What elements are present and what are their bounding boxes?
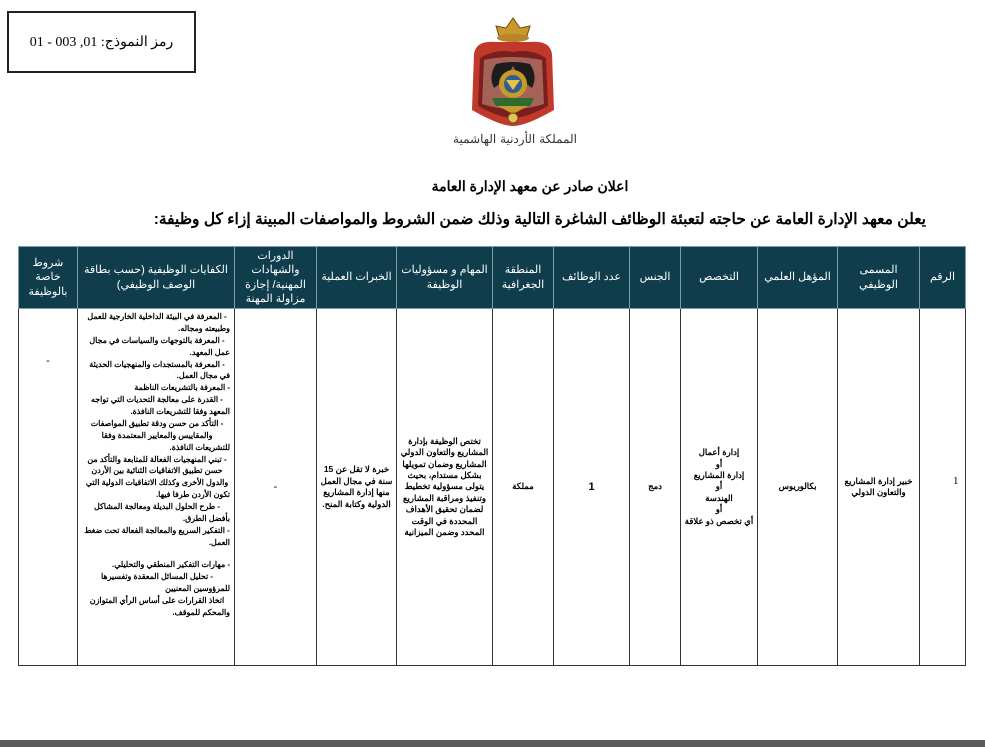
column-header-specialization: التخصص — [681, 247, 758, 309]
cell-job-title: خبير إدارة المشاريع والتعاون الدولي — [838, 309, 920, 666]
table-header-row — [19, 247, 966, 309]
competency-item: - تبني المنهجيات الفعالة للمتابعة والتأكد من حسن تطبيق الاتفاقيات الثنائية بين الأردن والدول الأخرى وكذلك الاتفاقيات الدولية التي تكون الأردن طرفا فيها. — [85, 454, 230, 500]
column-header-experience: الخبرات العملية — [317, 247, 397, 309]
column-header-qualification: المؤهل العلمي — [758, 247, 838, 309]
column-header-special-conditions: شروط خاصة بالوظيفة — [19, 247, 78, 309]
competency-item: - التأكد من حسن ودقة تطبيق المواصفات والمقاييس والمعايير المعتمدة وفقا للتشريعات النافذة. — [90, 418, 230, 452]
competency-item: - المعرفة في البيئة الداخلية الخارجية للعمل وطبيعته ومجاله. — [87, 312, 230, 334]
cell-courses: - — [235, 309, 317, 666]
form-code-text: رمز النموذج: 01, 003 - 01 — [29, 34, 174, 50]
form-code-box — [7, 11, 196, 73]
cell-special-conditions: - — [19, 309, 78, 666]
cell-duties: تختص الوظيفة بإدارة المشاريع والتعاون الدولي المشاريع وضمان تمويلها بشكل مستدام، بحيث يتولى مسؤولية تخطيط وتنفيذ ومراقبة المشاريع لضمان تحقيق الأهداف المحددة في الوقت المحدد وضمن الميزانية — [397, 309, 493, 666]
competency-item: - المعرفة بالمستجدات والمنهجيات الحديثة في مجال العمل. — [89, 359, 230, 381]
column-header-duties: المهام و مسؤوليات الوظيفة — [397, 247, 493, 309]
competency-item: - مهارات التفكير المنطقي والتحليلي. — [112, 560, 230, 570]
cell-qualification: بكالوريوس — [758, 309, 838, 666]
jobs-table — [18, 246, 966, 666]
column-header-gender: الجنس — [630, 247, 681, 309]
competency-item: - تحليل المسائل المعقدة وتفسيرها للمرؤوسين المعنيين — [101, 572, 230, 594]
cell-experience: خبرة لا تقل عن 15 سنة في مجال العمل منها إدارة المشاريع الدولية وكتابة المنح. — [317, 309, 397, 666]
competency-item: اتخاذ القرارات على أساس الرأي المتوازن والمحكم للموقف. — [89, 595, 230, 617]
cell-gender: دمج — [630, 309, 681, 666]
cell-region: مملكة — [493, 309, 554, 666]
column-header-competencies: الكفايات الوظيفية (حسب بطاقة الوصف الوظيفي) — [78, 247, 235, 309]
competency-spacer — [84, 548, 230, 559]
cell-number: 1 — [920, 309, 966, 666]
competency-item: - التفكير السريع والمعالجة الفعالة تحت ضغط العمل. — [84, 525, 230, 547]
column-header-vacancies: عدد الوظائف — [554, 247, 630, 309]
table-row — [19, 309, 966, 666]
competency-item: - المعرفة بالتشريعات الناظمة — [134, 383, 230, 393]
column-header-courses: الدورات والشهادات المهنية/ إجازة مزاولة المهنة — [235, 247, 317, 309]
kingdom-name: المملكة الأردنية الهاشمية — [453, 132, 577, 146]
announcement-title: اعلان صادر عن معهد الإدارة العامة — [431, 178, 629, 194]
competency-item: - المعرفة بالتوجهات والسياسات في مجال عمل المعهد. — [89, 335, 230, 357]
announcement-intro: يعلن معهد الإدارة العامة عن حاجته لتعبئة الوظائف الشاغرة التالية وذلك ضمن الشروط والمواصفات المبينة إزاء كل وظيفة: — [153, 211, 926, 228]
column-header-job-title: المسمى الوظيفي — [838, 247, 920, 309]
column-header-number: الرقم — [920, 247, 966, 309]
column-header-region: المنطقة الجغرافية — [493, 247, 554, 309]
cell-competencies — [78, 309, 235, 666]
competency-item: - طرح الحلول البديلة ومعالجة المشاكل بأفضل الطرق. — [94, 501, 230, 523]
cell-specialization: إدارة أعمال أو إدارة المشاريع أو الهندسة أو أي تخصص ذو علاقة — [681, 309, 758, 666]
competency-item: - القدرة على معالجة التحديات التي تواجه المعهد وفقا للتشريعات النافذة. — [91, 395, 230, 417]
jordan-coat-of-arms-icon — [466, 14, 560, 132]
page-bottom-rule — [0, 740, 985, 747]
cell-vacancies: 1 — [554, 309, 630, 666]
